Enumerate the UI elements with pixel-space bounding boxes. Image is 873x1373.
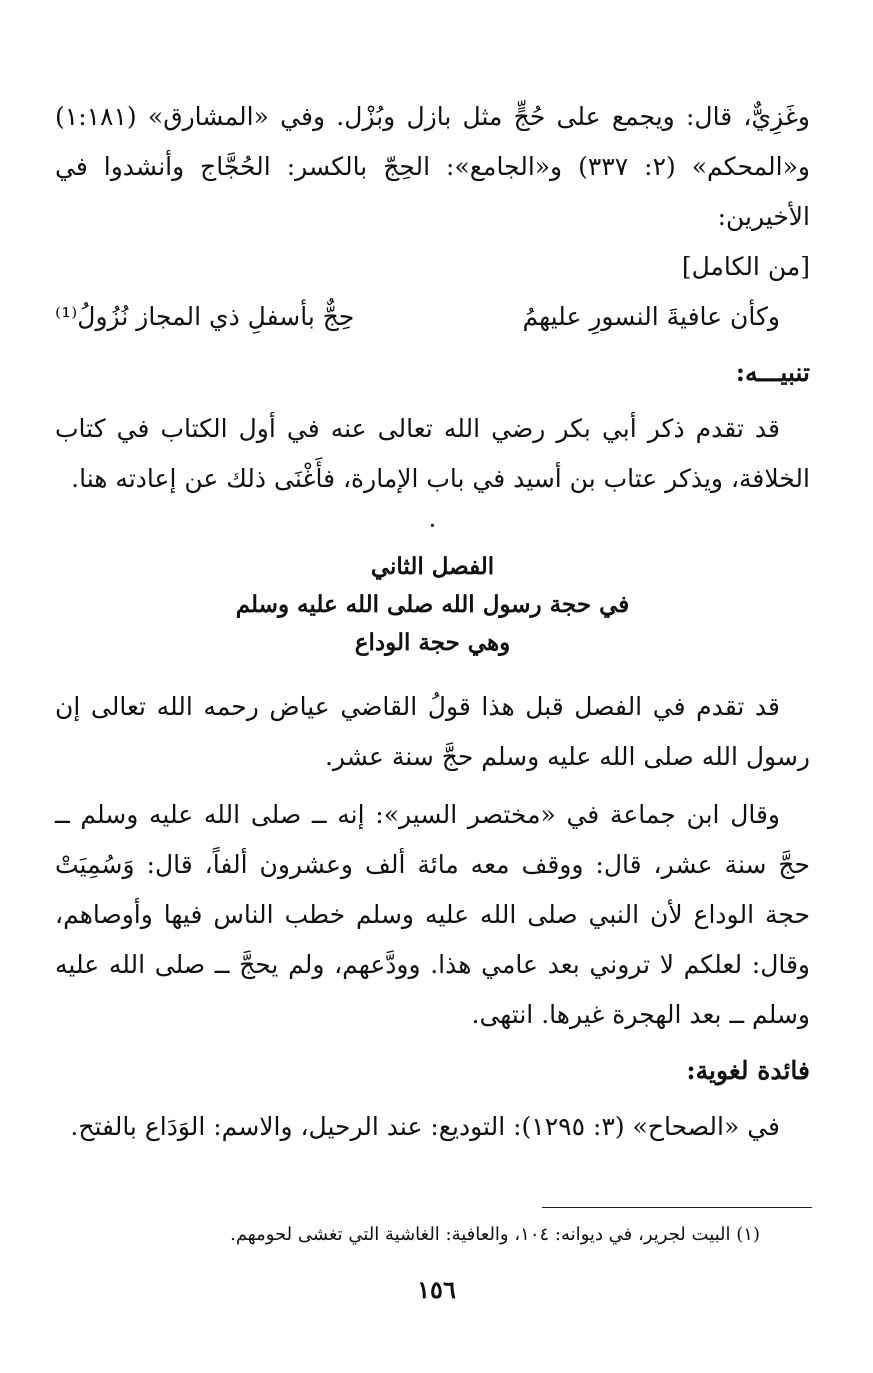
page-number: ١٥٦ [417,1275,456,1304]
chapter-title: الفصل الثاني [370,553,495,580]
meter-note: [من الكامل] [681,252,810,281]
tanbih-paragraph: قد تقدم ذكر أبي بكر رضي الله تعالى عنه في أول الكتاب في كتاب الخلافة، ويذكر عتاب بن أسيد في باب الإمارة، فأَغْنَى ذلك عن إعادته هنا. [55,414,810,493]
chapter-subtitle-2: وهي حجة الوداع [354,629,511,656]
faida-heading: فائدة لغوية: [686,1056,810,1085]
main-text [55,92,810,1152]
poem-verse [55,292,810,342]
verse-second-hemistich: حِجٌّ بأسفلِ ذي المجاز نُزُولُ⁽¹⁾ [55,302,355,331]
footnote-divider [542,1207,812,1208]
chapter-paragraph-2: وقال ابن جماعة في «مختصر السير»: إنه ــ صلى الله عليه وسلم ــ حجَّ سنة عشر، قال: ووقف معه مائة ألف وعشرون ألفاً، قال: وَسُمِيَتْ حجة الوداع لأن النبي صلى الله عليه وسلم خطب الناس فيها وأوصاهم، وقال: لعلكم لا تروني بعد عامي هذا. وودَّعهم، ولم يحجَّ ــ صلى الله عليه وسلم ــ بعد الهجرة غيرها. انتهى. [55,800,810,1029]
verse-first-hemistich: وكأن عافيةَ النسورِ عليهمُ [522,302,780,331]
chapter-paragraph-1: قد تقدم في الفصل قبل هذا قولُ القاضي عياض رحمه الله تعالى إن رسول الله صلى الله عليه وسلم حجَّ سنة عشر. [55,692,810,771]
footnote: (١) البيت لجرير، في ديوانه: ١٠٤، والعافية: الغاشية التي تغشى لحومهم. [230,1224,760,1245]
opening-paragraph: وغَزِيٌّ، قال: ويجمع على حُجٍّ مثل بازل وبُزْل. وفي «المشارق» (١:١٨١) و«المحكم» (٢: ٣٣٧) و«الجامع»: الحِجّ بالكسر: الحُجَّاج وأنشدوا في الأخيرين: [55,102,810,231]
chapter-subtitle: في حجة رسول الله صلى الله عليه وسلم [235,591,630,618]
faida-paragraph: في «الصحاح» (٣: ١٢٩٥): التوديع: عند الرحيل، والاسم: الوَدَاع بالفتح. [70,1112,780,1141]
chapter-heading [55,548,810,662]
tanbih-heading: تنبيـــه: [735,358,810,387]
section-separator: · [428,511,437,540]
